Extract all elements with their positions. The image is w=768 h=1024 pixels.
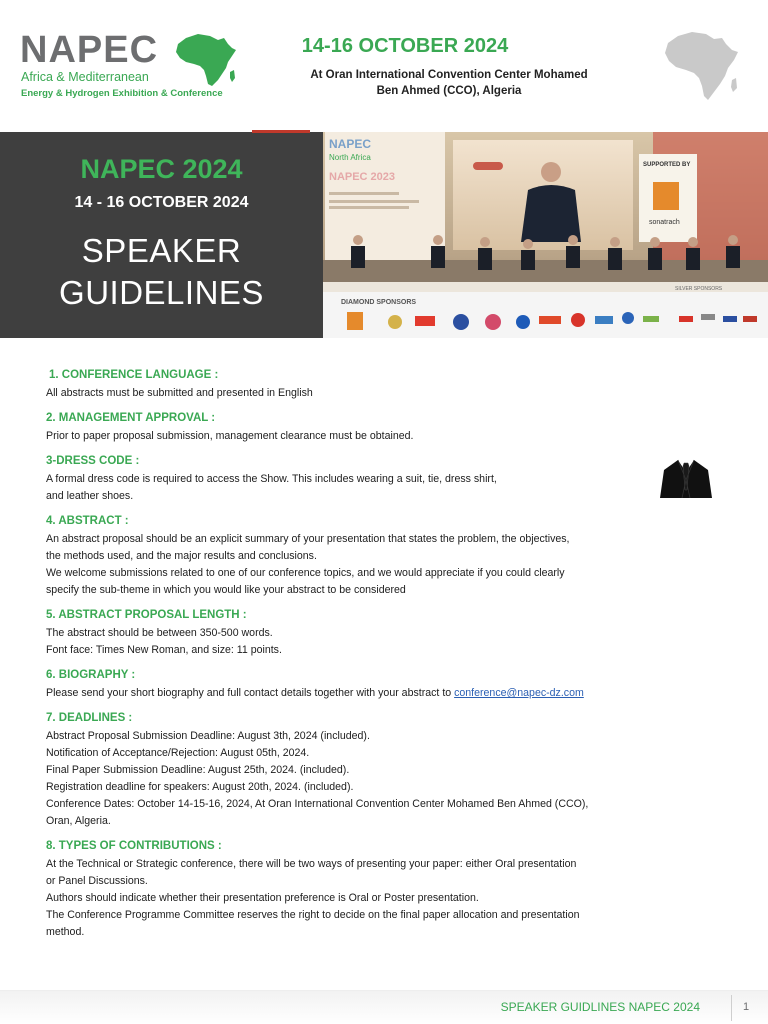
section-text: We welcome submissions related to one of our conference topics, and we would appreciate if you could clearly [46, 567, 565, 579]
africa-silhouette-icon [662, 30, 740, 102]
banner-date: 14 - 16 OCTOBER 2024 [74, 194, 249, 211]
section-text: the methods used, and the major results and conclusions. [46, 550, 317, 562]
section-heading: 4. ABSTRACT : [46, 515, 129, 527]
deadline-line: Final Paper Submission Deadline: August 25th, 2024. (included). [46, 764, 350, 776]
photo-silver-sponsors: SILVER SPONSORS [675, 286, 723, 292]
deadline-line: Abstract Proposal Submission Deadline: August 3th, 2024 (included). [46, 730, 370, 742]
section-heading: 6. BIOGRAPHY : [46, 669, 136, 681]
section-heading: 5. ABSTRACT PROPOSAL LENGTH : [46, 609, 247, 621]
section-heading: 7. DEADLINES : [46, 712, 133, 724]
section-text: All abstracts must be submitted and presented in English [46, 387, 313, 399]
napec-logo [20, 30, 250, 110]
venue-line-2: Ben Ahmed (CCO), Algeria [376, 85, 522, 97]
deadline-line: Oran, Algeria. [46, 815, 111, 827]
logo-wordmark: NAPEC [20, 29, 159, 71]
section-heading: 3-DRESS CODE : [46, 455, 140, 467]
section-conference-language [46, 368, 726, 402]
deadline-line: Conference Dates: October 14-15-16, 2024, At Oran International Convention Center Mohamed Ben Ahmed (CCO), [46, 798, 589, 810]
africa-map-icon [172, 32, 238, 90]
section-text: The Conference Programme Committee reserves the right to decide on the final paper allocation and presentation [46, 909, 580, 921]
photo-diamond-sponsors: DIAMOND SPONSORS [341, 299, 417, 306]
banner-title: NAPEC 2024 [80, 154, 243, 184]
banner-title-panel [0, 132, 323, 338]
section-text: The abstract should be between 350-500 words. [46, 627, 273, 639]
event-date: 14-16 OCTOBER 2024 [301, 35, 509, 57]
photo-screen-logo: NAPEC [329, 137, 372, 151]
section-heading: 1. CONFERENCE LANGUAGE : [49, 369, 219, 381]
section-text: Authors should indicate whether their presentation preference is Oral or Poster presentation. [46, 892, 479, 904]
section-text: An abstract proposal should be an explicit summary of your presentation that states the problem, the objectives, [46, 533, 570, 545]
footer-divider [731, 995, 732, 1021]
section-text: and leather shoes. [46, 490, 134, 502]
conference-email-link[interactable]: conference@napec-dz.com [454, 687, 584, 699]
section-text: or Panel Discussions. [46, 875, 148, 887]
section-text: method. [46, 926, 85, 938]
photo-screen-logo-sub: North Africa [329, 153, 371, 162]
photo-supported-by: SUPPORTED BY [643, 162, 691, 168]
section-types-of-contributions [46, 839, 726, 941]
conference-stage-photo [323, 132, 768, 338]
venue-line-1: At Oran International Convention Center Mohamed [310, 69, 588, 81]
section-heading: 8. TYPES OF CONTRIBUTIONS : [46, 840, 222, 852]
section-abstract-length [46, 608, 726, 659]
section-text: Font face: Times New Roman, and size: 11 points. [46, 644, 282, 656]
photo-sponsor-name: sonatrach [649, 219, 680, 226]
page-footer [0, 990, 768, 1024]
section-text [46, 685, 726, 702]
section-deadlines [46, 711, 726, 830]
banner-accent-bar [252, 130, 310, 133]
section-text: A formal dress code is required to access the Show. This includes wearing a suit, tie, dress shirt, [46, 473, 497, 485]
suit-icon [656, 450, 716, 498]
logo-tagline: Energy & Hydrogen Exhibition & Conference [21, 88, 223, 99]
banner-heading-line-1: SPEAKER [81, 232, 242, 269]
event-venue [264, 67, 634, 99]
section-text: At the Technical or Strategic conference, there will be two ways of presenting your paper: either Oral presentation [46, 858, 577, 870]
photo-screen-year: NAPEC 2023 [329, 171, 396, 183]
section-heading: 2. MANAGEMENT APPROVAL : [46, 412, 216, 424]
guidelines-content [46, 368, 726, 950]
banner-heading-line-2: GUIDELINES [59, 274, 264, 311]
page-header [0, 0, 768, 130]
section-text: specify the sub-theme in which you would like your abstract to be considered [46, 584, 406, 596]
hero-banner [0, 132, 768, 338]
logo-subtitle: Africa & Mediterranean [21, 70, 149, 84]
section-dress-code [46, 454, 726, 505]
section-abstract [46, 514, 726, 599]
section-text: Prior to paper proposal submission, management clearance must be obtained. [46, 430, 414, 442]
footer-title [501, 1000, 700, 1014]
deadline-line: Registration deadline for speakers: August 20th, 2024. (included). [46, 781, 354, 793]
section-management-approval [46, 411, 726, 445]
banner-heading [0, 230, 323, 314]
biography-text: Please send your short biography and full contact details together with your abstract to [46, 687, 455, 699]
footer-title-green: SPEAKER GUIDLINES [500, 1000, 626, 1014]
stage-photo-illustration [323, 132, 768, 338]
deadline-line: Notification of Acceptance/Rejection: August 05th, 2024. [46, 747, 310, 759]
footer-title-rest: NAPEC 2024 [625, 1000, 700, 1014]
page-number: 1 [743, 1001, 750, 1013]
section-biography [46, 668, 726, 702]
